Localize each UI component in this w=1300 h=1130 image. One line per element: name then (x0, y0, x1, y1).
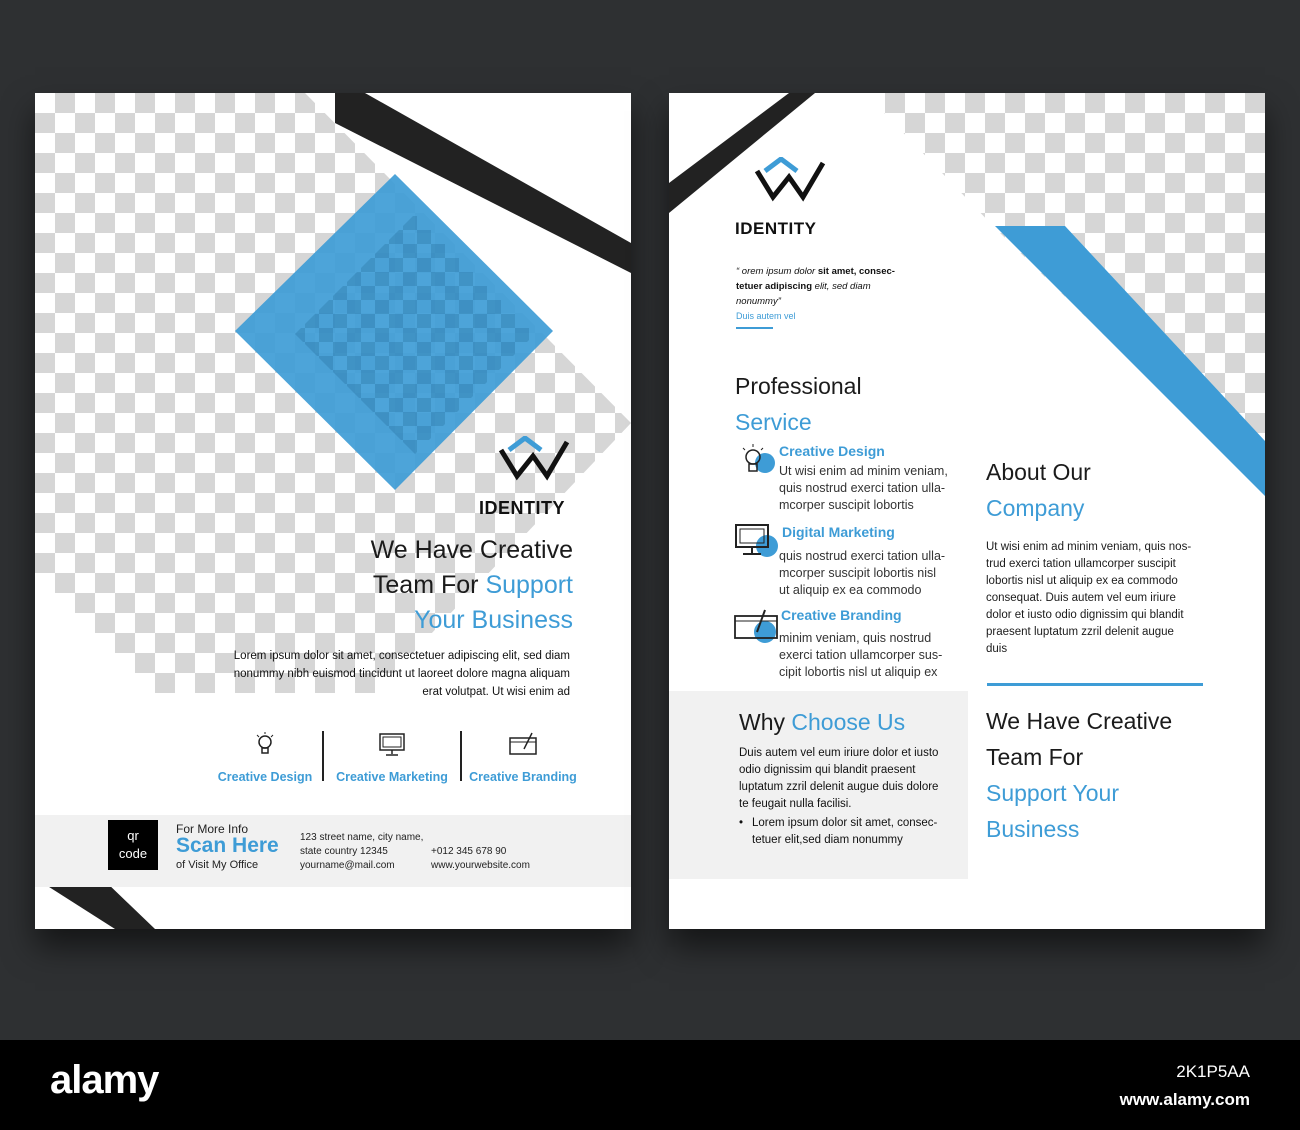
why-title-blue: Choose Us (791, 709, 906, 735)
watermark-image-id: 2K1P5AA (1176, 1062, 1250, 1081)
address-line2: state country 12345 (300, 846, 388, 857)
service-marketing (331, 731, 453, 784)
creative-line2: Team For (986, 744, 1084, 770)
brochure-front-page (35, 93, 631, 929)
about-title-2: Company (986, 495, 1085, 521)
why-line3: luptatum zzril delenit augue duis dolore (739, 781, 939, 793)
quote-line2-a: tetuer adipiscing (736, 281, 815, 292)
service-1-line1: Ut wisi enim ad minim veniam, (779, 464, 948, 478)
brochure-inside-page (669, 93, 1265, 929)
why-title-dark: Why (739, 709, 792, 735)
about-line5: dolor et iusto odio dignissim qui blandit (986, 609, 1184, 621)
service-2-line2: mcorper suscipit lobortis nisl (779, 566, 936, 580)
service-2-line3: ut aliquip ex ea commodo (779, 583, 922, 597)
why-line4: te feugait nulla facilisi. (739, 798, 852, 810)
why-bullet-line1: • Lorem ipsum dolor sit amet, consec- (752, 817, 938, 829)
why-bullet-line2: tetuer elit,sed diam nonummy (752, 834, 903, 846)
service-2-title: Digital Marketing (782, 524, 895, 540)
scan-here-text: Scan Here (176, 834, 279, 857)
logo-text: IDENTITY (735, 219, 817, 238)
quote-block (736, 264, 895, 324)
headline-line1: We Have Creative (370, 536, 573, 564)
pen-tablet-icon (508, 731, 538, 757)
creative-team-block (986, 703, 1172, 847)
about-line3: lobortis nisl ut aliquip ex ea commodo (986, 575, 1178, 587)
headline-line2-blue: Support (485, 571, 573, 599)
why-line1: Duis autem vel eum iriure dolor et iusto (739, 747, 939, 759)
about-paragraph (986, 539, 1191, 658)
about-line7: duis (986, 643, 1008, 655)
quote-line3: nonummy” (736, 296, 781, 307)
website-text: www.yourwebsite.com (431, 860, 530, 871)
service-3-line1: minim veniam, quis nostrud (779, 631, 932, 645)
identity-logo-icon (495, 436, 573, 482)
monitor-icon (378, 731, 406, 757)
address-line1: 123 street name, city name, (300, 832, 424, 843)
quote-line2-b: elit, sed diam (814, 281, 871, 292)
service-branding (465, 731, 581, 784)
visit-office-text: of Visit My Office (176, 859, 259, 871)
service-2-line1: quis nostrud exerci tation ulla- (779, 549, 946, 563)
email-text: yourname@mail.com (300, 860, 395, 871)
headline (193, 533, 573, 638)
service-1-text (779, 463, 948, 514)
service-2-text (779, 548, 945, 599)
service-design (215, 731, 315, 784)
quote-line2 (736, 279, 895, 294)
creative-line4: Business (986, 816, 1080, 842)
quote-author: Duis autem vel (736, 311, 796, 321)
why-line2: odio dignissim qui blandit praesent (739, 764, 916, 776)
divider-1 (322, 731, 324, 781)
service-branding-label: Creative Branding (469, 770, 577, 784)
why-paragraph (739, 745, 938, 813)
quote-line1 (736, 264, 895, 279)
qr-code-placeholder[interactable] (108, 820, 158, 870)
phone-text: +012 345 678 90 (431, 846, 507, 857)
service-3-text (779, 630, 942, 681)
stock-watermark-bar (0, 1040, 1300, 1130)
creative-line1: We Have Creative (986, 708, 1173, 734)
watermark-site: www.alamy.com (1119, 1090, 1250, 1109)
about-line1: Ut wisi enim ad minim veniam, quis nos- (986, 541, 1192, 553)
divider-2 (460, 731, 462, 781)
service-3-line3: cipit lobortis nisl ut aliquip ex (779, 665, 938, 679)
creative-line3: Support Your (986, 780, 1120, 806)
quote-line1-a: “ orem ipsum dolor (736, 266, 818, 277)
quote-underline (736, 327, 773, 329)
service-3-line2: exerci tation ullamcorper sus- (779, 648, 943, 662)
about-line4: consequat. Duis autem vel eum iriure (986, 592, 1176, 604)
address-block (300, 831, 423, 873)
service-1-line2: quis nostrud exerci tation ulla- (779, 481, 946, 495)
body-paragraph: Lorem ipsum dolor sit amet, consectetuer adipiscing elit, sed diam nonummy nibh euismod tincidunt ut laoreet dolore magna aliquam erat volutpat. Ut wisi enim ad (233, 650, 570, 698)
about-line6: praesent luptatum zzril delenit augue (986, 626, 1174, 638)
about-divider (987, 683, 1203, 686)
quote-line1-b: sit amet, consec- (817, 266, 895, 277)
service-1-title: Creative Design (779, 443, 885, 459)
headline-line3: Your Business (414, 606, 573, 634)
service-marketing-label: Creative Marketing (336, 770, 448, 784)
about-line2: trud exerci tation ullamcorper suscipit (986, 558, 1176, 570)
lightbulb-icon (739, 441, 783, 481)
watermark-brand: alamy (50, 1058, 159, 1102)
service-1-line3: mcorper suscipit lobortis (779, 498, 914, 512)
service-3-title: Creative Branding (781, 607, 902, 623)
professional-title: Professional (735, 373, 862, 399)
identity-logo-icon (751, 157, 829, 203)
lightbulb-icon (254, 731, 276, 757)
pen-tablet-icon (733, 606, 783, 646)
contact-block (431, 845, 530, 873)
more-info-text: For More Info (176, 822, 249, 836)
why-bullet (752, 815, 937, 849)
headline-line2 (193, 568, 573, 603)
headline-line2-dark: Team For (372, 571, 486, 599)
service-title: Service (735, 409, 812, 435)
qr-label-1: qr (127, 828, 139, 843)
logo-text: IDENTITY (479, 498, 566, 518)
about-title-1: About Our (986, 459, 1091, 485)
qr-label-2: code (118, 846, 148, 861)
why-choose-title (739, 705, 905, 740)
service-design-label: Creative Design (217, 770, 313, 784)
monitor-icon (733, 522, 783, 562)
